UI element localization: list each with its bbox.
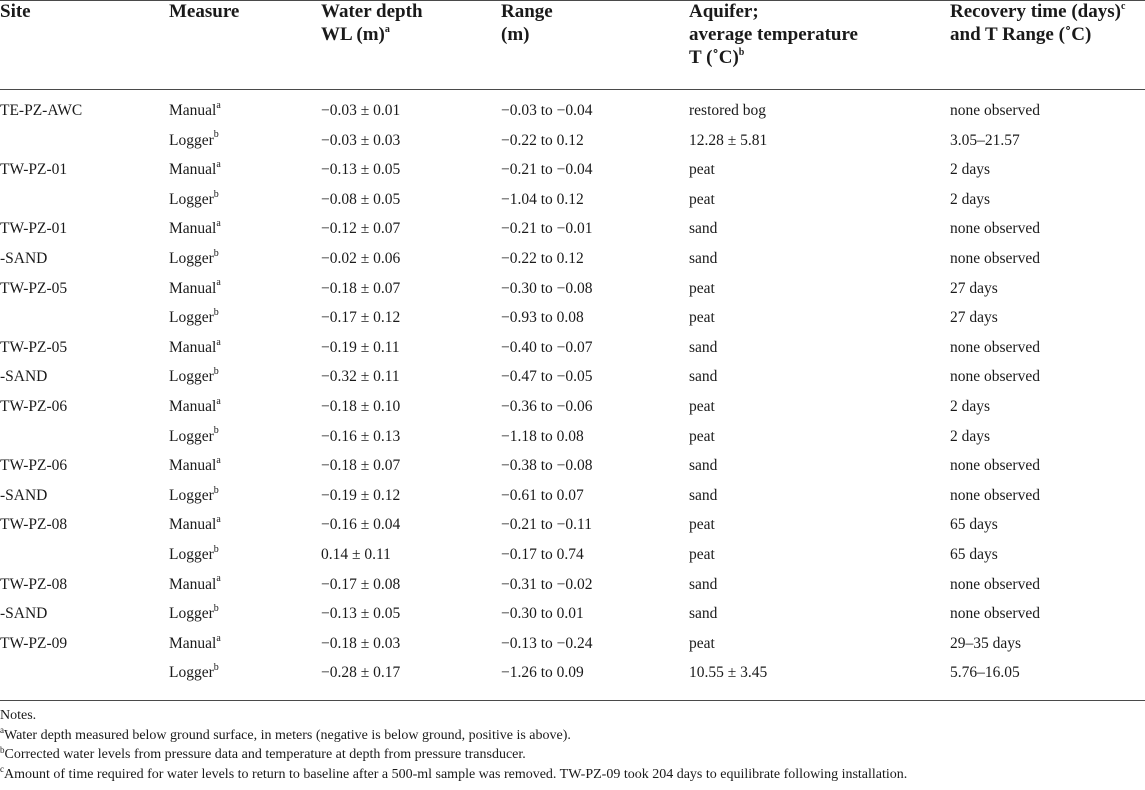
header-water-depth-footnote: a [384,23,390,35]
table-row [0,215,1145,245]
measure-footnote: b [213,307,219,318]
measure-footnote: b [213,543,219,555]
table-row [0,452,1145,482]
measure-footnote: b [213,425,219,437]
header-range-line1: Range [501,1,553,22]
measure-label: Manual [169,397,217,415]
measure-label: Logger [169,427,214,445]
measure-label: Logger [169,664,214,682]
aquifer-cell: restored bog [689,102,767,119]
table-notes [0,706,1145,785]
measure-cell [169,190,219,210]
measure-cell [169,279,221,299]
measure-cell [169,604,219,624]
water-depth-cell: −0.12 ± 0.07 [321,220,401,238]
table-row [0,363,1145,393]
table-row [0,541,1145,571]
aquifer-cell: peat [689,161,715,179]
measure-label: Logger [169,545,214,563]
measure-footnote: a [216,99,221,111]
measure-cell [169,308,219,328]
aquifer-cell: sand [689,220,718,238]
range-cell: −0.47 to −0.05 [501,368,593,386]
recovery-cell: 2 days [950,190,991,208]
recovery-cell: 2 days [950,161,991,179]
recovery-cell: none observed [950,486,1040,504]
range-cell: −1.04 to 0.12 [501,190,584,208]
aquifer-cell: peat [689,634,715,652]
measure-footnote: a [216,454,221,466]
site-cell: -SAND [0,486,48,504]
table-row [0,156,1145,186]
measure-cell [169,160,221,180]
table-row [0,127,1145,157]
measure-label: Manual [169,634,217,652]
site-cell: TW-PZ-05 [0,279,68,297]
measure-label: Logger [169,605,214,623]
measure-label: Logger [169,131,214,149]
measure-footnote: b [213,602,219,614]
aquifer-cell: 12.28 ± 5.81 [689,131,768,149]
table-row [0,571,1145,601]
recovery-cell: none observed [950,249,1040,267]
recovery-cell: none observed [950,220,1040,238]
table-header [0,0,1145,89]
table-row [0,334,1145,364]
header-range [501,0,553,46]
measure-footnote: a [216,514,221,526]
header-water-depth [321,0,423,46]
recovery-cell: 5.76–16.05 [950,664,1020,682]
measure-footnote: b [213,129,219,141]
recovery-cell: 2 days [950,397,991,415]
measure-cell [169,575,221,595]
water-depth-cell: −0.18 ± 0.03 [321,634,401,652]
site-cell: TW-PZ-09 [0,634,68,652]
table-bottom-rule [0,700,1145,701]
measure-footnote: a [216,632,221,644]
water-depth-cell: −0.13 ± 0.05 [321,605,401,623]
site-cell: TW-PZ-01 [0,161,68,179]
table-row [0,423,1145,453]
measure-cell [169,219,221,239]
water-depth-cell: −0.28 ± 0.17 [321,664,401,682]
header-site-label: Site [0,1,31,22]
measure-cell [169,456,221,476]
recovery-cell: none observed [950,605,1040,623]
measure-label: Logger [169,486,214,504]
site-cell: -SAND [0,605,48,623]
measure-label: Manual [169,575,217,593]
recovery-cell: none observed [950,575,1040,593]
measure-footnote: b [213,188,219,200]
water-depth-cell: −0.19 ± 0.11 [321,338,400,356]
note-c [0,765,1145,785]
measure-footnote: a [216,336,221,348]
aquifer-cell: sand [689,249,718,267]
header-water-depth-line1: Water depth [321,1,423,22]
recovery-cell: 2 days [950,427,991,445]
measure-cell [169,338,221,358]
range-cell: −0.31 to −0.02 [501,575,593,593]
measure-label: Manual [169,161,217,179]
aquifer-cell: peat [689,397,715,415]
water-depth-cell: −0.02 ± 0.06 [321,249,401,267]
header-measure [169,0,239,23]
header-recovery [950,0,1125,46]
note-b-text: Corrected water levels from pressure data and temperature at depth from pressure transducer. [4,747,526,763]
recovery-cell: none observed [950,102,1040,119]
water-depth-cell: −0.32 ± 0.11 [321,368,400,386]
table-row [0,393,1145,423]
header-aquifer-line3 [689,46,858,69]
water-depth-cell: −0.18 ± 0.10 [321,397,401,415]
measure-cell [169,486,219,506]
note-c-text: Amount of time required for water levels to return to baseline after a 500-ml sample was removed. TW-PZ-09 took 204 days to equilibrate following installation. [4,767,908,783]
water-depth-cell: −0.03 ± 0.03 [321,131,401,149]
range-cell: −0.21 to −0.01 [501,220,593,238]
range-cell: −1.18 to 0.08 [501,427,584,445]
header-rule [0,89,1145,90]
range-cell: −0.22 to 0.12 [501,131,584,149]
aquifer-cell: sand [689,457,718,475]
aquifer-cell: sand [689,605,718,623]
measure-footnote: a [216,277,221,289]
range-cell: −0.22 to 0.12 [501,249,584,267]
measure-label: Manual [169,102,217,119]
measure-label: Manual [169,516,217,534]
header-site [0,0,31,23]
table-row [0,275,1145,305]
water-depth-cell: −0.19 ± 0.12 [321,486,401,504]
aquifer-cell: peat [689,190,715,208]
measure-cell [169,663,219,683]
table-row [0,482,1145,512]
aquifer-cell: sand [689,338,718,356]
water-depth-cell: −0.17 ± 0.08 [321,575,401,593]
range-cell: −0.93 to 0.08 [501,309,584,327]
table-row [0,245,1145,275]
measure-label: Logger [169,309,214,327]
site-cell: TW-PZ-06 [0,397,68,415]
measure-cell [169,367,219,387]
site-cell: TW-PZ-01 [0,220,68,238]
range-cell: −0.21 to −0.04 [501,161,593,179]
aquifer-cell: peat [689,516,715,534]
range-cell: −0.61 to 0.07 [501,486,584,504]
water-depth-cell: −0.18 ± 0.07 [321,457,401,475]
measure-footnote: b [213,484,219,496]
measure-cell [169,515,221,535]
note-a-text: Water depth measured below ground surface, in meters (negative is below ground, positive is above). [4,727,571,743]
water-depth-cell: 0.14 ± 0.11 [321,545,391,563]
water-depth-cell: −0.13 ± 0.05 [321,161,401,179]
aquifer-cell: peat [689,309,715,327]
range-cell: −0.17 to 0.74 [501,545,584,563]
table-row [0,511,1145,541]
note-b [0,745,1145,765]
measure-cell [169,545,219,565]
water-depth-cell: −0.18 ± 0.07 [321,279,401,297]
note-c-marker: c [0,764,4,775]
recovery-cell: 65 days [950,545,998,563]
table-row [0,97,1145,127]
aquifer-cell: peat [689,545,715,563]
measure-footnote: b [213,247,219,259]
site-cell: -SAND [0,368,48,386]
measure-footnote: b [213,662,219,674]
aquifer-cell: sand [689,575,718,593]
range-cell: −0.30 to 0.01 [501,605,584,623]
site-cell: TE-PZ-AWC [0,102,83,119]
measure-footnote: a [216,159,221,171]
water-depth-cell: −0.16 ± 0.13 [321,427,401,445]
header-recovery-line1 [950,0,1125,23]
measure-footnote: b [213,366,219,378]
site-cell: -SAND [0,249,48,267]
table-row [0,659,1145,689]
measure-footnote: a [216,395,221,407]
measure-label: Manual [169,279,217,297]
measure-label: Logger [169,368,214,386]
table-row [0,186,1145,216]
table-body [0,97,1145,689]
site-cell: TW-PZ-06 [0,457,68,475]
table-row [0,630,1145,660]
recovery-cell: none observed [950,457,1040,475]
header-aquifer-unit: T (˚C) [689,47,739,68]
recovery-cell: none observed [950,338,1040,356]
range-cell: −0.21 to −0.11 [501,516,592,534]
note-b-marker: b [0,744,5,755]
recovery-cell: 27 days [950,309,998,327]
header-aquifer-line1: Aquifer; [689,1,759,22]
water-depth-cell: −0.08 ± 0.05 [321,190,401,208]
note-a [0,726,1145,746]
range-cell: −0.40 to −0.07 [501,338,593,356]
range-cell: −0.13 to −0.24 [501,634,593,652]
recovery-cell: 29–35 days [950,634,1022,652]
site-cell: TW-PZ-05 [0,338,68,356]
note-a-marker: a [0,725,4,736]
water-depth-cell: −0.17 ± 0.12 [321,309,401,327]
measure-label: Manual [169,457,217,475]
range-cell: −0.30 to −0.08 [501,279,593,297]
site-cell: TW-PZ-08 [0,575,68,593]
range-cell: −0.03 to −0.04 [501,102,593,119]
measure-footnote: a [216,573,221,585]
measure-cell [169,634,221,654]
aquifer-cell: peat [689,279,715,297]
measure-footnote: a [216,218,221,230]
recovery-cell: 3.05–21.57 [950,131,1020,149]
range-cell: −0.38 to −0.08 [501,457,593,475]
header-recovery-footnote: c [1120,0,1126,12]
measure-cell [169,249,219,269]
recovery-cell: none observed [950,368,1040,386]
aquifer-cell: sand [689,368,718,386]
range-cell: −1.26 to 0.09 [501,664,584,682]
water-depth-cell: −0.16 ± 0.04 [321,516,401,534]
header-measure-label: Measure [169,1,240,22]
recovery-cell: 27 days [950,279,998,297]
site-cell: TW-PZ-08 [0,516,68,534]
recovery-cell: 65 days [950,516,998,534]
measure-label: Manual [169,338,217,356]
header-recovery-label: Recovery time (days) [950,1,1121,22]
measure-label: Logger [169,190,214,208]
header-recovery-line2: and T Range (˚C) [950,24,1092,45]
aquifer-cell: peat [689,427,715,445]
aquifer-cell: sand [689,486,718,504]
header-aquifer [689,0,858,69]
measure-cell [169,427,219,447]
header-aquifer-line2: average temperature [689,24,858,45]
measure-cell [169,131,219,151]
header-water-depth-line2 [321,23,423,46]
header-water-depth-unit: WL (m) [321,24,385,45]
header-range-line2: (m) [501,24,530,45]
header-aquifer-footnote: b [738,46,745,58]
range-cell: −0.36 to −0.06 [501,397,593,415]
water-depth-cell: −0.03 ± 0.01 [321,102,401,119]
measure-label: Manual [169,220,217,238]
measure-label: Logger [169,249,214,267]
table-row [0,304,1145,334]
aquifer-cell: 10.55 ± 3.45 [689,664,768,682]
table-row [0,600,1145,630]
measure-cell [169,397,221,417]
measure-cell [169,101,221,121]
notes-title: Notes. [0,708,37,723]
